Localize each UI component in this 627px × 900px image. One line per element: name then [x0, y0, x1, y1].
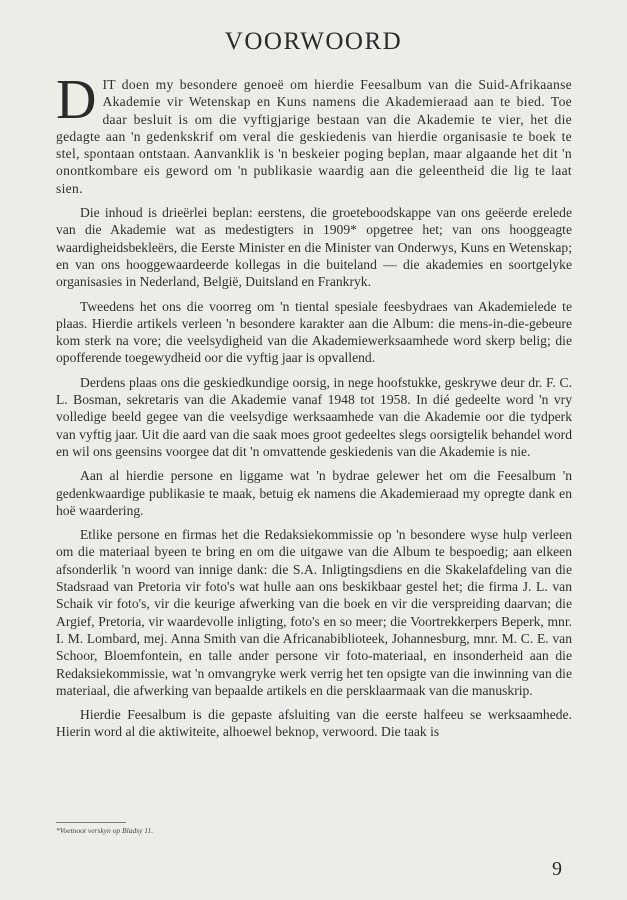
paragraph-5: Aan al hierdie persone en liggame wat 'n bydrae gelewer het om die Feesalbum 'n gedenkwaardige publikasie te maak, betuig ek namens die Akademieraad my opregte dank en hoë waardering. [56, 468, 572, 518]
paragraph-1 [56, 69, 572, 197]
footnote: *Voetnoot verskyn op Bladsy 11. [56, 826, 154, 835]
page-number: 9 [552, 858, 562, 880]
footnote-divider [56, 822, 126, 823]
paragraph-7: Hierdie Feesalbum is die gepaste afsluiting van die eerste halfeeu se werksaamhede. Hierin word al die aktiwiteite, alhoewel beknop, verwoord. Die taak is [56, 707, 572, 740]
paragraph-1-text: IT doen my besondere genoeë om hierdie Feesalbum van die Suid-Afrikaanse Akademie vir Wetenskap en Kuns namens die Akademieraad aan te bied. Toe daar besluit is om die vyftigjarige bestaan van die Akademie te vier, het die gedagte aan 'n gedenkskrif om veral die geskiedenis van hierdie organisasie te boek te stel, spontaan ontstaan. Aanvanklik is 'n beskeier poging beplan, maar algaande het dit 'n onontkombare eis geword om 'n publikasie waardig aan die geleentheid die lig te laat sien. [56, 77, 572, 196]
paragraph-3: Tweedens het ons die voorreg om 'n tiental spesiale feesbydraes van Akademielede te plaas. Hierdie artikels verleen 'n besondere karakter aan die Album: die mens-in-die-gebeure kom sterk na vore; die veelsydigheid van die Akademiewerksaamhede word skerp belig; die opofferende toegewydheid oor die vyftig jaar is opvallend. [56, 298, 572, 366]
drop-cap: D [56, 69, 97, 131]
paragraph-6: Etlike persone en firmas het die Redaksiekommissie op 'n besondere wyse hulp verleen om die materiaal byeen te bring en om die uitgawe van die Album te bespoedig; aan elkeen afsonderlik 'n woord van innige dank: die S.A. Inligtingsdiens en die Skakelafdeling van die Stadsraad van Pretoria vir foto's wat hulle aan ons beskikbaar gestel het; die firma J. L. van Schaik vir foto's, vir die keurige afwerking van die boek en vir die verspreiding daarvan; die Argief, Pretoria, vir waardevolle inligting, foto's en so meer; die Voortrekkerpers Beperk, mnr. I. M. Lombard, mej. Anna Smith van die Africanabiblioteek, Johannesburg, mnr. M. C. E. van Schoor, Bloemfontein, en talle ander persone vir foto-materiaal, en insonderheid aan die Redaksiekommissie, wat 'n omvangryke werk verrig het ten opsigte van die inwinning van die materiaal, die afwerking van bepaalde artikels en die persklaarmaak van die manuskrip. [56, 527, 572, 698]
paragraph-4: Derdens plaas ons die geskiedkundige oorsig, in nege hoofstukke, geskrywe deur dr. F. C. L. Bosman, sekretaris van die Akademie vanaf 1948 tot 1958. In dié gedeelte word 'n vry volledige beeld gegee van die veelsydige werksaamhede van die Akademie oor die tydperk van vyftig jaar. Uit die aard van die saak moes groot gedeeltes slegs oorsigtelik behandel word en wil ons geensins voorgee dat dit 'n omvattende geskiedenis van die Akademie is nie. [56, 374, 572, 459]
page-title: VOORWOORD [224, 28, 403, 55]
body-text [56, 69, 572, 748]
paragraph-2: Die inhoud is drieërlei beplan: eerstens, die groeteboodskappe van ons geëerde erelede van die Akademie wat as medestigters in 1909* opgetree het; van ons hooggeagte waardigheidsbekleërs, die Eerste Minister en die Minister van Onderwys, Kuns en Wetenskap; en van ons hooggewaardeerde kollegas in die buiteland — die akademies en soortgelyke organisasies in Nederland, België, Duitsland en Frankryk. [56, 205, 572, 290]
